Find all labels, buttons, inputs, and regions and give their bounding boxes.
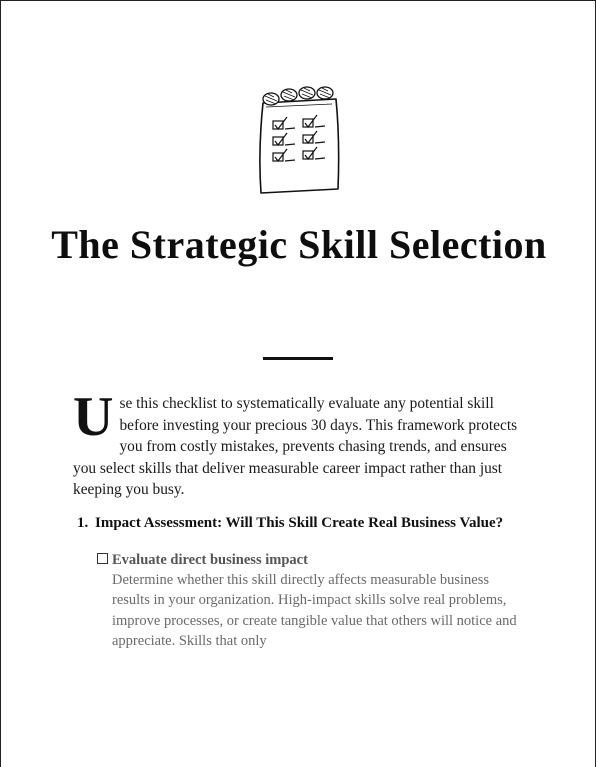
- checklist-item-description: Determine whether this skill directly affects measurable business results in your organization. High-impact skills solve real problems, improve processes, or create tangible value that others will notice and appreciate. Skills that only: [112, 571, 517, 649]
- page-title: The Strategic Skill Selection: [51, 222, 547, 267]
- checklist-item: [97, 550, 517, 652]
- section-heading-text: Impact Assessment: Will This Skill Create Real Business Value?: [95, 515, 504, 531]
- checklist-item-title: Evaluate direct business impact: [112, 551, 308, 568]
- intro-text: se this checklist to systematically evaluate any potential skill before investing your precious 30 days. This framework protects you from costly mistakes, prevents chasing trends, and ensures you select skills that deliver measurable career impact rather than just keeping you busy.: [73, 395, 518, 498]
- section-number: 1.: [77, 515, 89, 531]
- section-heading: [77, 513, 537, 535]
- drop-cap: U: [73, 386, 114, 448]
- checklist-item-title-row: [97, 550, 517, 570]
- checkbox-icon[interactable]: [97, 553, 108, 564]
- intro-paragraph: [73, 386, 531, 501]
- section-impact-assessment: [77, 513, 537, 652]
- checklist-clipboard-icon: [241, 81, 359, 199]
- title-divider: [263, 357, 333, 360]
